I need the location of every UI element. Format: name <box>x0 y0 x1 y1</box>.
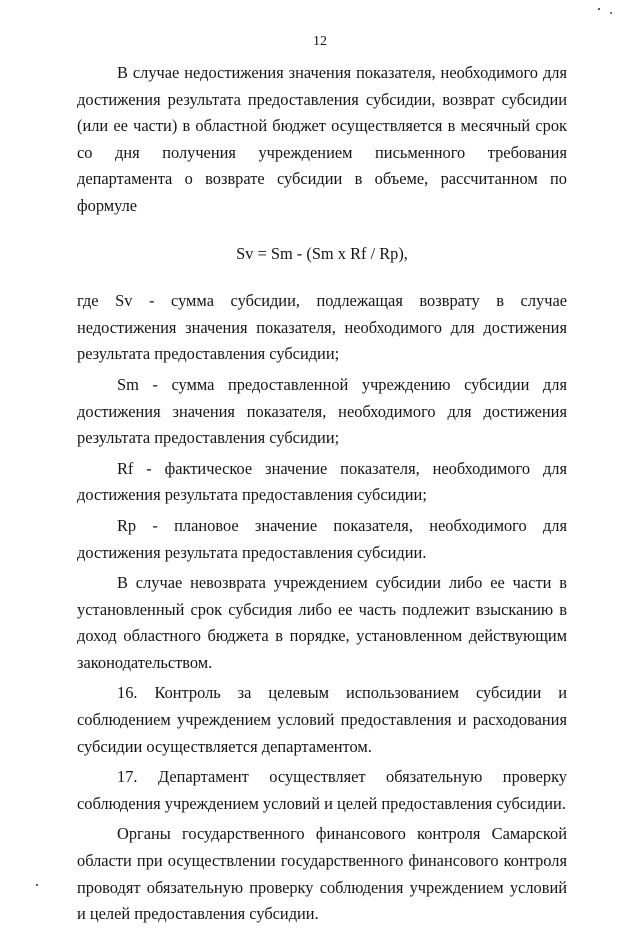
paragraph-rp-definition: Rp - плановое значение показателя, необходимого для достижения результата предоставления субсидии. <box>77 515 567 562</box>
scan-speck <box>36 884 38 886</box>
paragraph-control-bodies: Органы государственного финансового контроля Самарской области при осуществлении государственного финансового контроля проводят обязательную проверку соблюдения учреждением условий и целей предоставления субсидии. <box>77 824 567 924</box>
scan-speck <box>610 12 612 14</box>
page-number: 12 <box>313 34 327 49</box>
document-body <box>77 60 567 928</box>
paragraph-refund-rule: В случае недостижения значения показателя, необходимого для достижения результата предоставления субсидии, возврат субсидии (или ее части) в областной бюджет осуществляется в месячный срок со дня получения учреждением письменного требования департамента о возврате субсидии в объеме, рассчитанном по формуле <box>77 63 567 215</box>
paragraph-item-17: 17. Департамент осуществляет обязательную проверку соблюдения учреждением условий и целей предоставления субсидии. <box>77 767 567 813</box>
refund-formula: Sv = Sm - (Sm x Rf / Rp), <box>236 243 408 263</box>
paragraph-sm-definition: Sm - сумма предоставленной учреждению субсидии для достижения значения показателя, необходимого для достижения результата предоставления субсидии; <box>77 374 567 448</box>
paragraph-rf-definition: Rf - фактическое значение показателя, необходимого для достижения результата предоставления субсидии; <box>77 458 567 505</box>
paragraph-sv-definition: где Sv - сумма субсидии, подлежащая возврату в случае недостижения значения показателя, необходимого для достижения результата предоставления субсидии; <box>77 291 567 364</box>
paragraph-item-16: 16. Контроль за целевым использованием субсидии и соблюдением учреждением условий предоставления и расходования субсидии осуществляется департаментом. <box>77 683 567 756</box>
paragraph-non-return: В случае невозврата учреждением субсидии либо ее части в установленный срок субсидия либо ее часть подлежит взысканию в доход областного бюджета в порядке, установленном действующим законодательством. <box>77 573 567 672</box>
scan-speck <box>598 8 600 10</box>
